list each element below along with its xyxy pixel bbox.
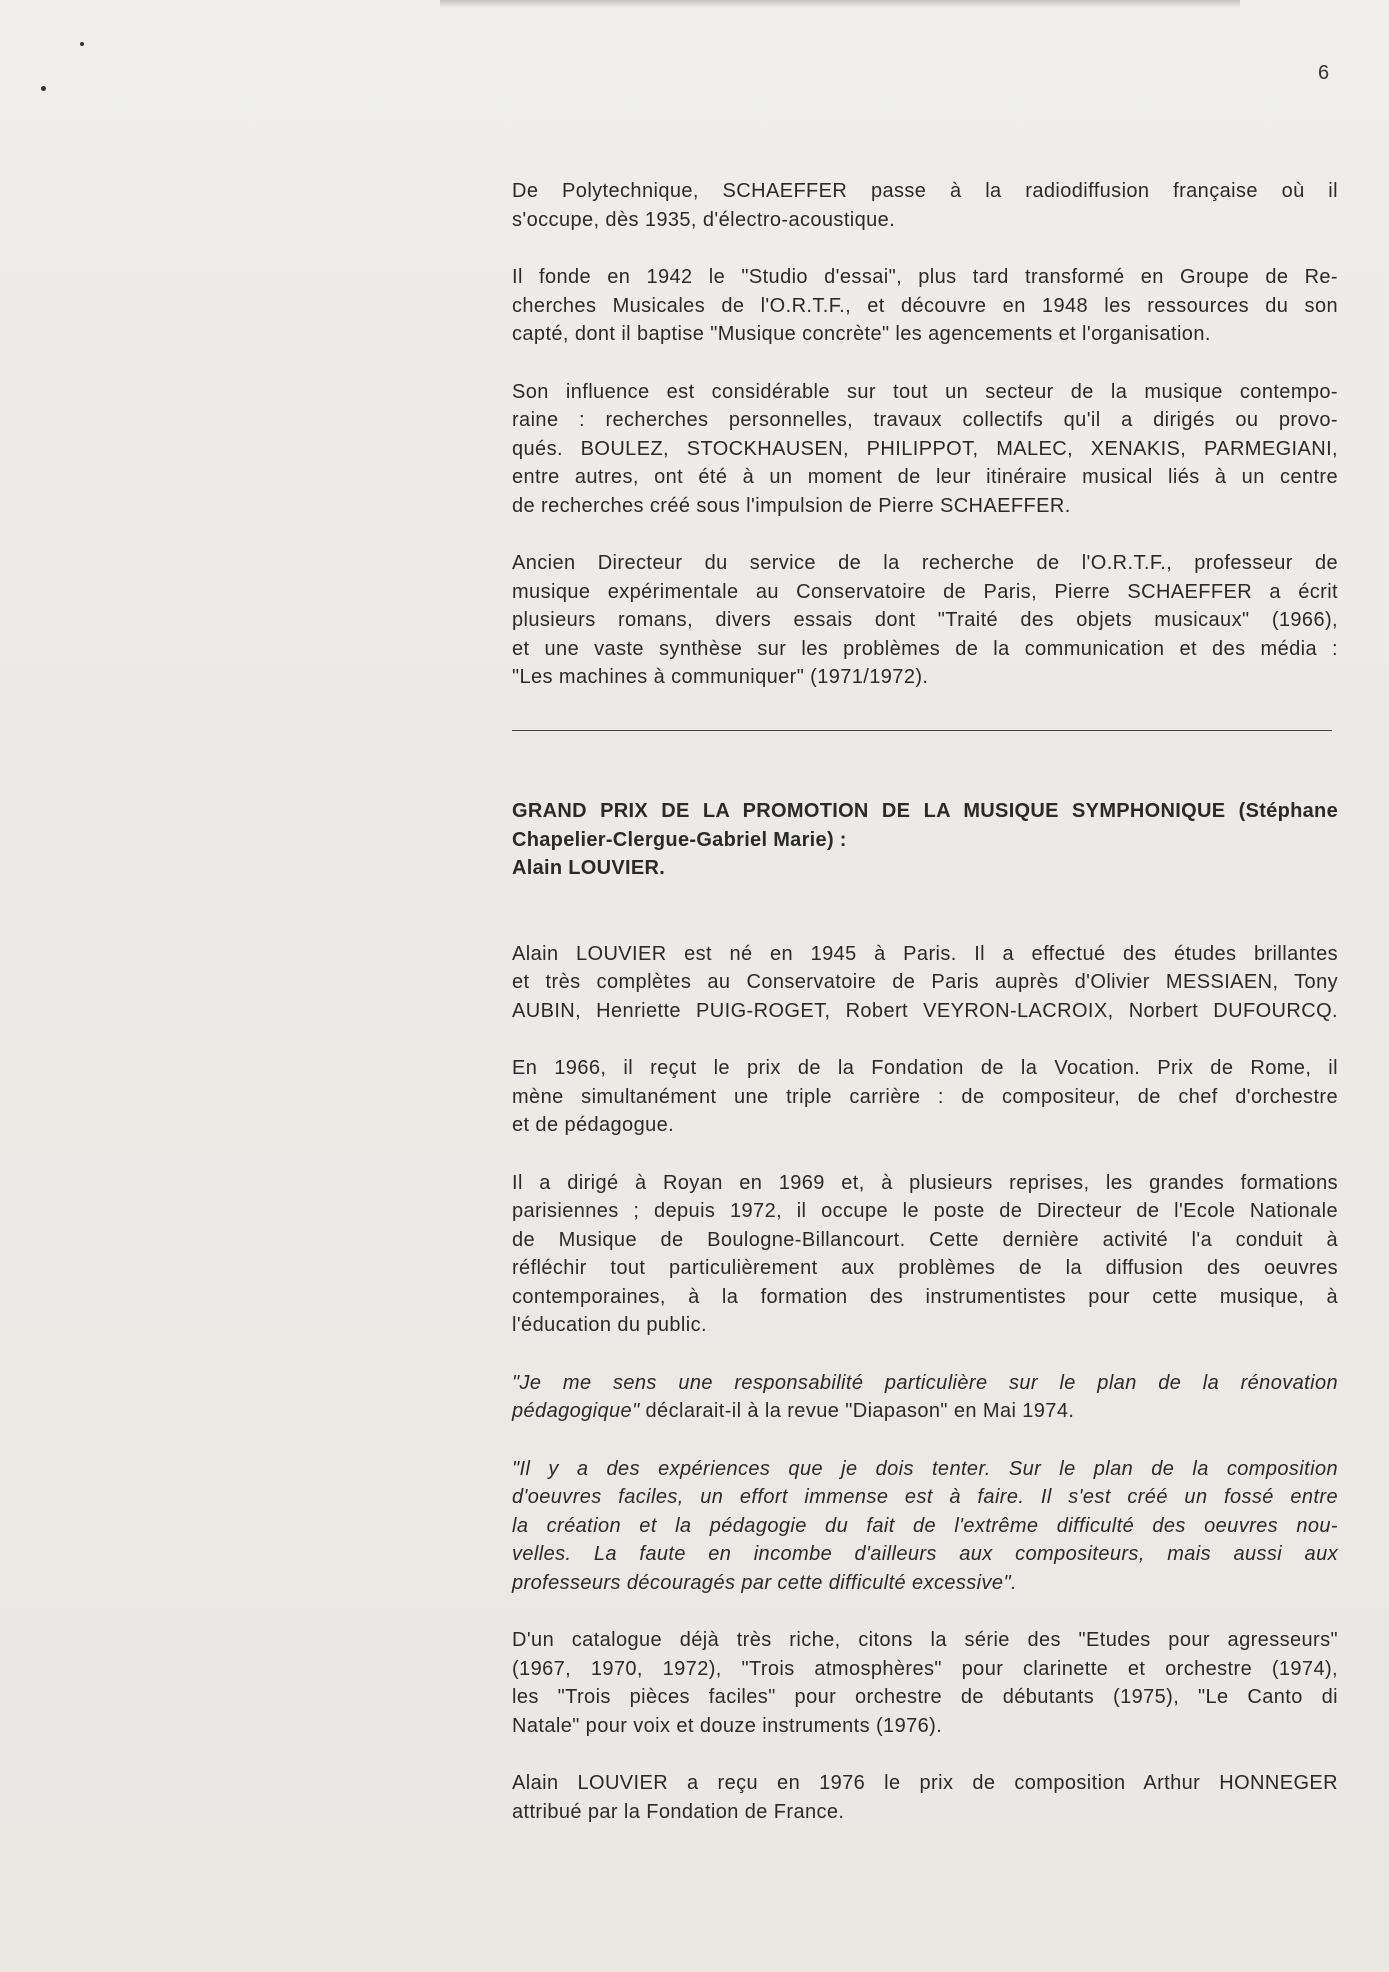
paragraph-royan	[512, 1169, 1338, 1340]
section-louvier	[512, 797, 1338, 1826]
paragraph-prix-de-rome	[512, 1054, 1338, 1140]
text-line: Alain LOUVIER a reçu en 1976 le prix de composition Arthur HONNEGER	[512, 1772, 1338, 1794]
quote-attribution: déclarait-il à la revue "Diapason" en Mai 1974.	[639, 1400, 1075, 1422]
text-line: raine : recherches personnelles, travaux collectifs qu'il a dirigés ou provo-	[512, 409, 1338, 431]
section-schaeffer	[512, 177, 1338, 692]
text-line: la création et la pédagogie du fait de l'extrême difficulté des oeuvres nou-	[512, 1514, 1338, 1537]
heading-line: Chapelier-Clergue-Gabriel Marie) :	[512, 828, 847, 851]
text-line: velles. La faute en incombe d'ailleurs aux compositeurs, mais aussi aux	[512, 1543, 1338, 1565]
paragraph-studio-essai	[512, 263, 1338, 349]
paper-speck	[41, 86, 46, 91]
paragraph-honneger-prize	[512, 1769, 1338, 1826]
page-edge-shadow	[440, 0, 1240, 8]
text-line: de Musique de Boulogne-Billancourt. Cette dernière activité l'a conduit à	[512, 1228, 1338, 1251]
text-line: "Les machines à communiquer" (1971/1972).	[512, 666, 929, 688]
text-line: entre autres, ont été à un moment de leur itinéraire musical liés à un centre	[512, 466, 1338, 488]
paper-speck	[80, 42, 84, 46]
quote-italic: pédagogique"	[512, 1400, 640, 1422]
text-line: l'éducation du public.	[512, 1314, 707, 1336]
paragraph-polytechnique	[512, 177, 1338, 234]
text-line: de recherches créé sous l'impulsion de Pierre SCHAEFFER.	[512, 494, 1071, 517]
text-line: Son influence est considérable sur tout un secteur de la musique contempo-	[512, 380, 1338, 403]
text-line: "Il y a des expériences que je dois tenter. Sur le plan de la composition	[512, 1457, 1338, 1480]
paragraph-quote-diapason	[512, 1369, 1338, 1426]
text-line: cherches Musicales de l'O.R.T.F., et découvre en 1948 les ressources du son	[512, 294, 1338, 317]
text-line: s'occupe, dès 1935, d'électro-acoustique.	[512, 208, 896, 231]
text-line: En 1966, il reçut le prix de la Fondation de la Vocation. Prix de Rome, il	[512, 1057, 1338, 1079]
text-line: Natale" pour voix et douze instruments (1976).	[512, 1714, 943, 1737]
text-line: capté, dont il baptise "Musique concrète" les agencements et l'organisation.	[512, 323, 1211, 345]
text-line: réfléchir tout particulièrement aux problèmes de la diffusion des oeuvres	[512, 1257, 1338, 1279]
text-line: Ancien Directeur du service de la recherche de l'O.R.T.F., professeur de	[512, 552, 1338, 574]
paragraph-influence	[512, 378, 1338, 521]
paragraph-biography	[512, 940, 1338, 1026]
text-line: Alain LOUVIER est né en 1945 à Paris. Il a effectué des études brillantes	[512, 942, 1338, 965]
text-line	[512, 1397, 1338, 1426]
text-line: plusieurs romans, divers essais dont "Traité des objets musicaux" (1966),	[512, 609, 1338, 631]
text-line: (1967, 1970, 1972), "Trois atmosphères" pour clarinette et orchestre (1974),	[512, 1657, 1338, 1680]
text-line: parisiennes ; depuis 1972, il occupe le poste de Directeur de l'Ecole Nationale	[512, 1200, 1338, 1222]
heading-line: Alain LOUVIER.	[512, 857, 666, 879]
paragraph-catalogue	[512, 1626, 1338, 1740]
prize-heading	[512, 797, 1338, 883]
text-line: De Polytechnique, SCHAEFFER passe à la radiodiffusion française où il	[512, 180, 1338, 202]
text-line: et très complètes au Conservatoire de Paris auprès d'Olivier MESSIAEN, Tony	[512, 971, 1338, 993]
text-line: "Je me sens une responsabilité particulière sur le plan de la rénovation	[512, 1371, 1338, 1394]
section-divider	[512, 730, 1332, 731]
text-line: D'un catalogue déjà très riche, citons la série des "Etudes pour agresseurs"	[512, 1629, 1338, 1651]
text-line: mène simultanément une triple carrière : de compositeur, de chef d'orchestre	[512, 1085, 1338, 1108]
text-line: qués. BOULEZ, STOCKHAUSEN, PHILIPPOT, MALEC, XENAKIS, PARMEGIANI,	[512, 437, 1338, 460]
text-line: musique expérimentale au Conservatoire de Paris, Pierre SCHAEFFER a écrit	[512, 580, 1338, 603]
text-line: et de pédagogue.	[512, 1114, 675, 1136]
text-line: AUBIN, Henriette PUIG-ROGET, Robert VEYRON-LACROIX, Norbert DUFOURCQ.	[512, 999, 1338, 1022]
paragraph-quote-experiences	[512, 1455, 1338, 1598]
text-line: attribué par la Fondation de France.	[512, 1800, 845, 1823]
page-number: 6	[1318, 62, 1330, 84]
text-line: et une vaste synthèse sur les problèmes de la communication et des média :	[512, 637, 1338, 660]
text-line: les "Trois pièces faciles" pour orchestre de débutants (1975), "Le Canto di	[512, 1686, 1338, 1708]
text-line: contemporaines, à la formation des instrumentistes pour cette musique, à	[512, 1285, 1338, 1308]
paragraph-ancien-directeur	[512, 549, 1338, 692]
text-line: professeurs découragés par cette difficulté excessive".	[512, 1571, 1017, 1594]
text-line: Il fonde en 1942 le "Studio d'essai", plus tard transformé en Groupe de Re-	[512, 266, 1338, 288]
text-line: Il a dirigé à Royan en 1969 et, à plusieurs reprises, les grandes formations	[512, 1171, 1338, 1194]
heading-line: GRAND PRIX DE LA PROMOTION DE LA MUSIQUE SYMPHONIQUE (Stéphane	[512, 800, 1338, 822]
text-line: d'oeuvres faciles, un effort immense est à faire. Il s'est créé un fossé entre	[512, 1486, 1338, 1508]
